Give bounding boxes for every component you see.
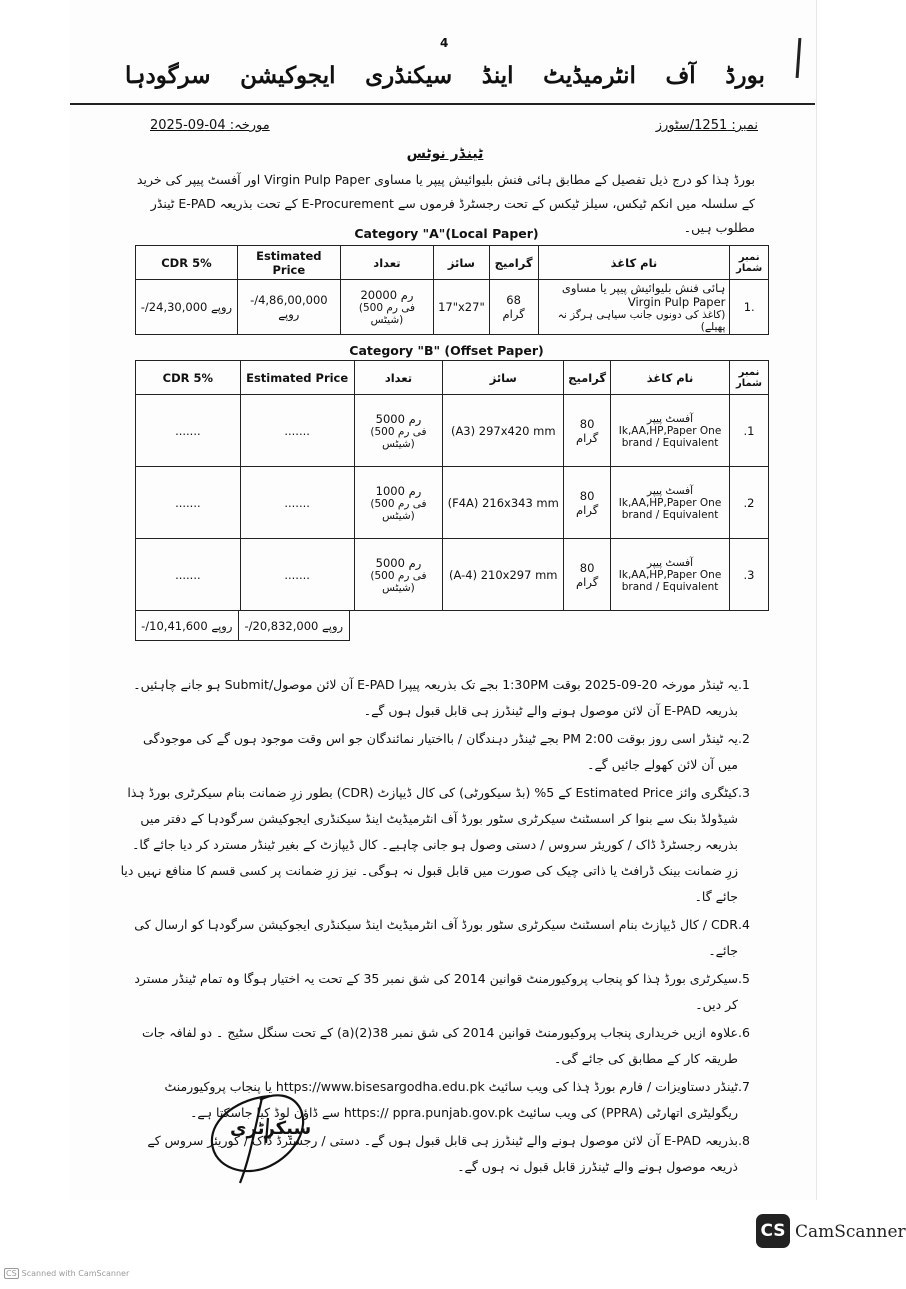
- col-cdr: CDR 5%: [136, 361, 241, 395]
- cdr-cell: .......: [136, 395, 241, 467]
- serial-cell: 1.: [730, 280, 769, 335]
- cdr-cell: .......: [136, 539, 241, 611]
- signature-title: سیکرٹری: [230, 1118, 312, 1139]
- quantity-cell: [340, 280, 433, 335]
- paper-name-note: (کاغذ کی دونوں جانب سیاہی ہرگز نہ پھیلے): [557, 309, 726, 333]
- quantity-cell: [354, 467, 443, 539]
- grammage-cell: 80 گرام: [564, 467, 611, 539]
- paper-name: آفسٹ پیپر: [647, 412, 694, 425]
- grammage-cell: 68 گرام: [489, 280, 538, 335]
- paper-brands: Ik,AA,HP,Paper One: [618, 568, 722, 581]
- item-number: .5: [738, 971, 750, 986]
- header-rule: [70, 103, 815, 105]
- total-price-cell: -/20,832,000 روپے: [238, 611, 349, 641]
- quantity-note: (فی رم 500 شیٹس): [370, 569, 427, 594]
- item-number: .3: [738, 785, 750, 800]
- camscanner-logo: CS: [756, 1214, 790, 1248]
- board-word: سرگودہا: [125, 62, 211, 89]
- item-number: .6: [738, 1025, 750, 1040]
- item-number: .2: [738, 731, 750, 746]
- category-b-totals: [135, 610, 350, 641]
- category-a-title: Category "A"(Local Paper): [354, 226, 539, 241]
- price-cell: .......: [240, 539, 354, 611]
- paper-name-cell: [611, 467, 730, 539]
- grammage-cell: 80 گرام: [564, 395, 611, 467]
- size-cell: (A-4) 210x297 mm: [443, 539, 564, 611]
- paper-name: آفسٹ پیپر: [647, 484, 694, 497]
- page-number: 4: [440, 36, 449, 50]
- col-quantity: تعداد: [340, 246, 433, 280]
- paper-brands: Ik,AA,HP,Paper One: [618, 424, 722, 437]
- item-text: کیٹگری وائز Estimated Price کے 5% (بڈ سیکورٹی) کی کال ڈیپازٹ (CDR) بطور زرِ ضمانت بنام سیکرٹری بورڈ ہٰذا شیڈولڈ بنک سے بنوا کر اسسٹنٹ سیکرٹری سٹور بورڈ آف انٹرمیڈیٹ اینڈ سیکنڈری ایجوکیشن سرگودہا کے دفتر میں بذریعہ رجسٹرڈ ڈاک / کوریئر سروس / دستی وصول ہو جانی چاہیے۔ کال ڈیپازٹ کے بغیر ٹینڈر مسترد کر دیا جائے گا۔ زرِ ضمانت بینک ڈرافٹ یا ذاتی چیک کی صورت میں قابل قبول نہ ہوگی۔ نیز زرِ ضمانت پر کسی قسم کا منافع نہیں دیا جائے گا۔: [120, 785, 738, 904]
- col-price: Estimated Price: [237, 246, 340, 280]
- item-text: سیکرٹری بورڈ ہٰذا کو پنجاب پروکیورمنٹ قوانین 2014 کی شق نمبر 35 کے تحت یہ اختیار ہوگا وہ تمام ٹینڈر مسترد کر دیں۔: [134, 971, 738, 1012]
- paper-name-cell: [611, 395, 730, 467]
- col-quantity: تعداد: [354, 361, 443, 395]
- quantity-note: (فی رم 500 شیٹس): [370, 497, 427, 522]
- list-item: [120, 780, 770, 910]
- paper-equivalent: brand / Equivalent: [621, 580, 719, 593]
- item-number: .1: [738, 677, 750, 692]
- board-word: انٹرمیڈیٹ: [543, 62, 636, 89]
- size-cell: (F4A) 216x343 mm: [443, 467, 564, 539]
- serial-cell: .1: [729, 395, 768, 467]
- col-serial: نمبر شمار: [730, 246, 769, 280]
- table-row: [136, 467, 769, 539]
- paper-equivalent: brand / Equivalent: [621, 436, 719, 449]
- list-item: [120, 672, 770, 724]
- serial-cell: .2: [729, 467, 768, 539]
- board-word: آف: [665, 62, 696, 89]
- col-grammage: گرامیج: [489, 246, 538, 280]
- item-text: علاوہ ازیں خریداری پنجاب پروکیورمنٹ قوانین 2014 کی شق نمبر 38(2)(a) کے تحت سنگل سٹیج ۔ دو لفافہ جات طریقہ کار کے مطابق کی جائے گی۔: [141, 1025, 738, 1066]
- list-item: [120, 726, 770, 778]
- col-paper-name: نام کاغذ: [611, 361, 730, 395]
- item-text: یہ ٹینڈر مورخہ 20-09-2025 بوقت 1:30PM بجے تک بذریعہ پیپرا E-PAD آن لائن موصول/Submit ہو جانے چاہئیں۔ بذریعہ E-PAD آن لائن موصول ہونے والے ٹینڈرز ہی قابل قبول ہوں گے۔: [133, 677, 738, 718]
- item-number: .8: [738, 1133, 750, 1148]
- col-cdr: CDR 5%: [136, 246, 238, 280]
- price-cell: -/4,86,00,000 روپے: [237, 280, 340, 335]
- camscanner-footer: [4, 1268, 129, 1279]
- item-number: .4: [738, 917, 750, 932]
- quantity-value: 20000 رم: [360, 288, 414, 302]
- totals-row: [136, 611, 350, 641]
- table-row: [136, 539, 769, 611]
- col-price: Estimated Price: [240, 361, 354, 395]
- table-header-row: [136, 246, 769, 280]
- quantity-value: 1000 رم: [375, 483, 422, 498]
- notice-date: مورخہ: 04-09-2025: [150, 118, 270, 133]
- notice-title: ٹینڈر نوٹس: [406, 146, 484, 162]
- item-text: بذریعہ E-PAD آن لائن موصول ہونے والے ٹینڈرز ہی قابل قبول ہوں گے۔ دستی / رجسٹرڈ ڈاک / کوریئر سروس کے ذریعہ موصول ہونے والے ٹینڈرز قابل قبول نہ ہوں گے۔: [147, 1133, 738, 1174]
- col-paper-name: نام کاغذ: [538, 246, 730, 280]
- size-cell: (A3) 297x420 mm: [443, 395, 564, 467]
- category-b-title: Category "B" (Offset Paper): [349, 343, 544, 358]
- cdr-cell: -/24,30,000 روپے: [136, 280, 238, 335]
- table-header-row: [136, 361, 769, 395]
- col-grammage: گرامیج: [564, 361, 611, 395]
- cdr-cell: .......: [136, 467, 241, 539]
- quantity-value: 5000 رم: [375, 555, 422, 570]
- paper-name-cell: [611, 539, 730, 611]
- board-name-header: [125, 62, 765, 89]
- price-cell: .......: [240, 395, 354, 467]
- board-word: بورڈ: [725, 62, 765, 89]
- item-number: .7: [738, 1079, 750, 1094]
- quantity-cell: [354, 395, 443, 467]
- size-cell: 17"x27": [434, 280, 490, 335]
- item-text: یہ ٹینڈر اسی روز بوقت 2:00 PM بجے ٹینڈر دہندگان / بااختیار نمائندگان جو اس وقت موجود ہوں گے کی موجودگی میں آن لائن کھولے جائیں گے۔: [143, 731, 738, 772]
- price-cell: .......: [240, 467, 354, 539]
- paper-name-cell: [538, 280, 730, 335]
- board-word: سیکنڈری: [365, 62, 453, 89]
- paper-brands: Ik,AA,HP,Paper One: [618, 496, 722, 509]
- reference-number: نمبر: 1251/سٹورز: [655, 118, 758, 133]
- grammage-cell: 80 گرام: [564, 539, 611, 611]
- quantity-value: 5000 رم: [375, 411, 422, 426]
- quantity-cell: [354, 539, 443, 611]
- list-item: [120, 912, 770, 964]
- quantity-note: (فی رم 500 شیٹس): [370, 425, 427, 450]
- paper-equivalent: brand / Equivalent: [621, 508, 719, 521]
- table-row: [136, 280, 769, 335]
- list-item: [120, 966, 770, 1018]
- camscanner-footer-logo: CS: [6, 1269, 17, 1278]
- camscanner-footer-text: Scanned with CamScanner: [21, 1269, 130, 1278]
- paper-name: ہائی فنش بلیوائیش پیپر یا مساوی Virgin Pulp Paper: [561, 281, 726, 309]
- item-text: ٹینڈر دستاویزات / فارم بورڈ ہٰذا کی ویب سائیٹ https://www.bisesargodha.edu.pk یا پنجاب پروکیورمنٹ ریگولیٹری اتھارٹی (PPRA) کی ویب سائیٹ https:// ppra.punjab.gov.pk سے ڈاؤن لوڈ کیا جاسکتا ہے۔: [164, 1079, 738, 1120]
- list-item: [120, 1020, 770, 1072]
- board-word: ایجوکیشن: [240, 62, 336, 89]
- category-b-table: [135, 360, 769, 611]
- camscanner-name: CamScanner: [795, 1222, 906, 1242]
- intro-paragraph: بورڈ ہٰذا کو درج ذیل تفصیل کے مطابق ہائی فنش بلیوائیش پیپر یا مساوی Virgin Pulp Paper اور آفسٹ پیپر کی خرید کے سلسلہ میں انکم ٹیکس، سیلز ٹیکس کے تحت رجسٹرڈ فرموں سے E-Procurement کے تحت بذریعہ E-PAD ٹینڈر مطلوب ہیں۔: [136, 172, 755, 235]
- quantity-note: (فی رم 500 شیٹس): [358, 302, 416, 326]
- board-word: اینڈ: [481, 62, 514, 89]
- item-text: CDR / کال ڈیپازٹ بنام اسسٹنٹ سیکرٹری سٹور بورڈ آف انٹرمیڈیٹ اینڈ سیکنڈری ایجوکیشن سرگودہا کو ارسال کی جائے۔: [134, 917, 738, 958]
- paper-name: آفسٹ پیپر: [647, 556, 694, 569]
- col-size: سائز: [443, 361, 564, 395]
- col-serial: نمبر شمار: [729, 361, 768, 395]
- table-row: [136, 395, 769, 467]
- col-size: سائز: [434, 246, 490, 280]
- serial-cell: .3: [729, 539, 768, 611]
- category-a-table: [135, 245, 769, 335]
- total-cdr-cell: -/10,41,600 روپے: [136, 611, 239, 641]
